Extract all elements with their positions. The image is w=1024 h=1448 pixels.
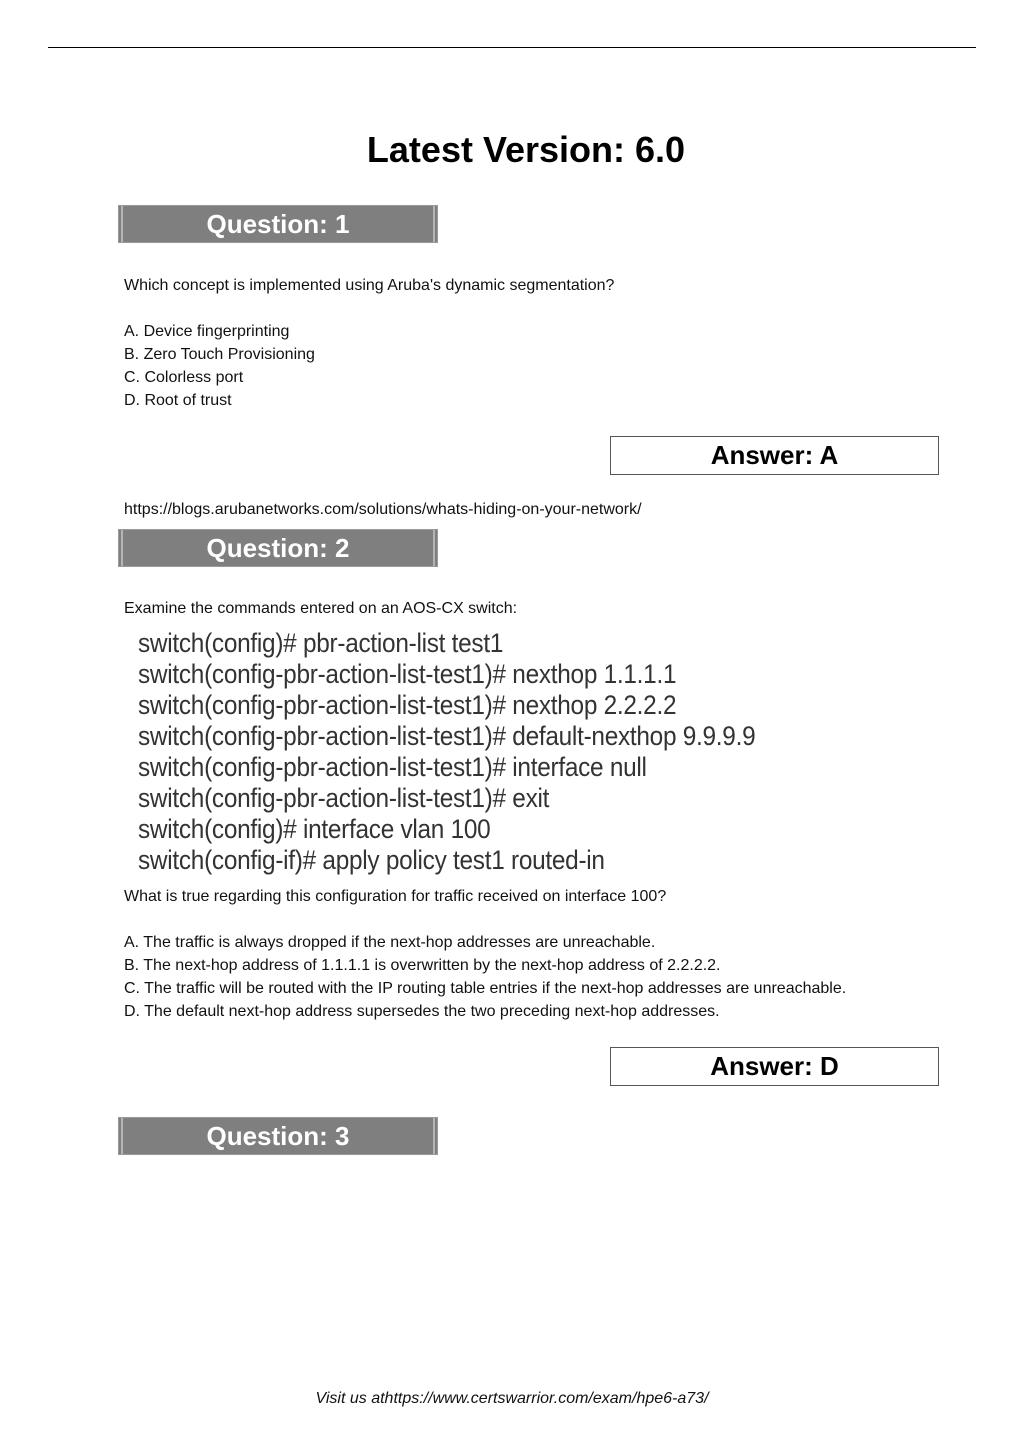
question-2-prompt: Examine the commands entered on an AOS-CX switch: [124,600,518,617]
cli-line: switch(config-if)# apply policy test1 routed-in [138,845,605,875]
option-c: C. The traffic will be routed with the IP routing table entries if the next-hop addresses are unreachable. [124,980,847,997]
question-2-answer: Answer: D [610,1047,939,1086]
question-3-header [118,1117,438,1155]
question-1-prompt: Which concept is implemented using Aruba's dynamic segmentation? [124,277,615,294]
option-d: D. Root of trust [124,392,232,409]
question-1-header-label: Question: 1 [206,209,350,239]
top-rule [48,47,976,48]
cli-line: switch(config-pbr-action-list-test1)# nexthop 2.2.2.2 [138,690,677,720]
option-d: D. The default next-hop address supersedes the two preceding next-hop addresses. [124,1003,720,1020]
cli-line: switch(config)# interface vlan 100 [138,814,491,844]
footer-visit-link[interactable]: Visit us athttps://www.certswarrior.com/exam/hpe6-a73/ [315,1390,709,1407]
question-1-answer: Answer: A [610,436,939,475]
question-1-header [118,205,438,243]
option-b: B. The next-hop address of 1.1.1.1 is overwritten by the next-hop address of 2.2.2.2. [124,957,721,974]
header-rim-left [121,206,123,242]
question-3-header-label: Question: 3 [206,1121,350,1151]
option-a: A. Device fingerprinting [124,323,290,340]
question-1-reference-link[interactable]: https://blogs.arubanetworks.com/solutions/whats-hiding-on-your-network/ [124,501,642,518]
question-2-options [124,931,846,1023]
question-1-options [124,320,315,412]
header-rim-right [433,530,435,566]
cli-line: switch(config)# pbr-action-list test1 [138,628,504,658]
option-a: A. The traffic is always dropped if the next-hop addresses are unreachable. [124,934,656,951]
cli-line: switch(config-pbr-action-list-test1)# default-nexthop 9.9.9.9 [138,721,756,751]
question-2-header [118,529,438,567]
header-rim-left [121,1118,123,1154]
cli-line: switch(config-pbr-action-list-test1)# interface null [138,752,647,782]
question-2-header-label: Question: 2 [206,533,350,563]
question-2-followup: What is true regarding this configuration for traffic received on interface 100? [124,888,667,905]
option-c: C. Colorless port [124,369,244,386]
cli-line: switch(config-pbr-action-list-test1)# nexthop 1.1.1.1 [138,659,677,689]
header-rim-left [121,530,123,566]
cli-commands-image [138,628,755,876]
cli-line: switch(config-pbr-action-list-test1)# exit [138,783,550,813]
option-b: B. Zero Touch Provisioning [124,346,315,363]
page-title: Latest Version: 6.0 [366,129,686,170]
header-rim-right [433,1118,435,1154]
header-rim-right [433,206,435,242]
